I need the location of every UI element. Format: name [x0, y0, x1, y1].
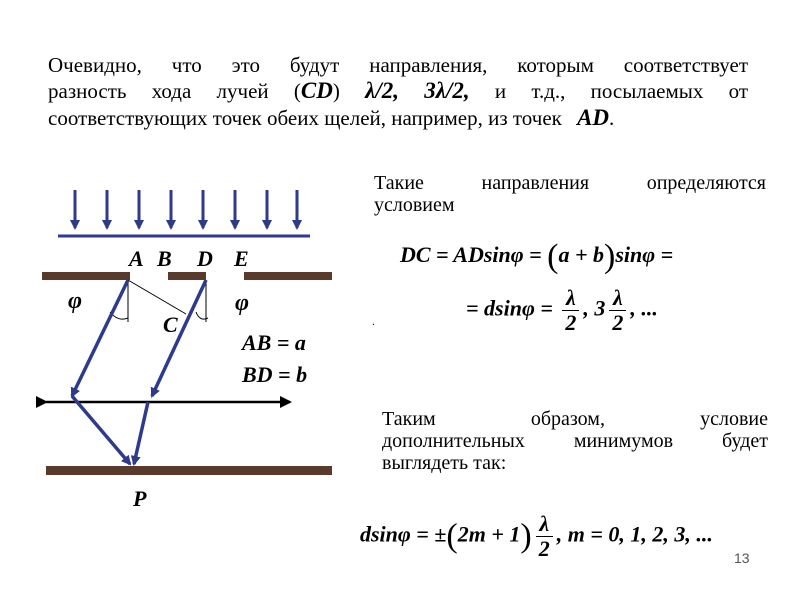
formula2-frac2 [609, 286, 626, 335]
formula2-den2: 2 [609, 310, 626, 335]
label-a: A [129, 246, 144, 271]
formula1-lhs: DC = ADsinφ = [400, 242, 548, 268]
formula-path-difference [400, 238, 673, 276]
slit-barrier-left [42, 272, 130, 280]
minima-line-1: Таким образом, условие [382, 408, 768, 430]
intro-dot: . [609, 106, 615, 130]
formula2-tail: , ... [630, 295, 658, 321]
label-b: B [157, 246, 172, 271]
diffracted-ray-d [152, 280, 206, 396]
intro-line-3 [48, 105, 748, 131]
label-p: P [133, 486, 147, 511]
bottom-formula-frac [536, 512, 553, 561]
intro-line-2 [48, 78, 748, 104]
formula2-lead: = dsinφ = [466, 295, 559, 321]
condition-text [374, 172, 766, 216]
minima-text [382, 408, 768, 474]
formula1-ab: a + b [558, 242, 605, 268]
slide-number: 13 [734, 550, 750, 566]
formula1-rhs: sinφ = [615, 242, 674, 268]
condition-line-2: условием [374, 194, 455, 216]
intro-line-1 [48, 52, 748, 78]
screen-bar [46, 466, 332, 475]
label-c: C [163, 312, 178, 337]
intro-text-1: Очевидно, что это будут направления, которым соответствует [48, 53, 748, 77]
bottom-formula-paren-open: ( [446, 517, 458, 555]
label-d: D [197, 246, 213, 271]
intro-text-3: соответствующих точек обеих щелей, например, из точек [48, 106, 562, 130]
intro-text-2a: разность хода лучей ( [48, 79, 301, 103]
cd-symbol: CD [300, 78, 333, 103]
converging-ray-left [72, 396, 130, 464]
formula-minima [360, 512, 713, 561]
formula2-frac1 [562, 286, 579, 335]
formula2-num2: λ [612, 285, 623, 310]
label-phi-left: φ [68, 288, 83, 314]
formula2-den1: 2 [562, 310, 579, 335]
bottom-formula-lead: dsinφ = ± [360, 521, 447, 547]
condition-line-1: Такие направления определяются [374, 172, 766, 194]
label-phi-right: φ [235, 290, 250, 316]
minima-line-2: дополнительных минимумов будет [382, 430, 768, 452]
slit-barrier-right [244, 272, 332, 280]
three-lambda-half-symbol: 3λ/2, [424, 78, 470, 103]
bottom-formula-paren-close: ) [520, 517, 532, 555]
intro-close-paren: ) [332, 79, 340, 103]
bottom-formula-inner: 2m + 1 [457, 521, 521, 547]
formula2-num1: λ [565, 285, 576, 310]
formula2-mid: , 3 [583, 295, 606, 321]
slit-barrier-mid [168, 272, 206, 280]
ad-symbol: AD [577, 105, 610, 130]
intro-text-2b: и т.д., посылаемых от [494, 79, 749, 103]
formula-maxima [466, 286, 658, 335]
lambda-half-symbol: λ/2, [365, 78, 399, 103]
stray-dot: . [372, 314, 375, 328]
bottom-formula-num: λ [539, 511, 550, 536]
formula1-paren-close: ) [604, 238, 616, 275]
eq-ab-a: AB = a [242, 330, 306, 355]
bottom-formula-tail: , m = 0, 1, 2, 3, ... [556, 521, 713, 547]
bottom-formula-den: 2 [536, 536, 553, 561]
eq-bd-b: BD = b [242, 362, 308, 387]
formula1-paren-open: ( [547, 238, 559, 275]
minima-line-3: выглядеть так: [382, 452, 507, 474]
perpendicular-ac [128, 280, 186, 314]
label-e: E [234, 246, 249, 271]
diffraction-diagram [0, 180, 360, 520]
converging-ray-right [134, 402, 148, 464]
incident-rays [75, 190, 297, 228]
